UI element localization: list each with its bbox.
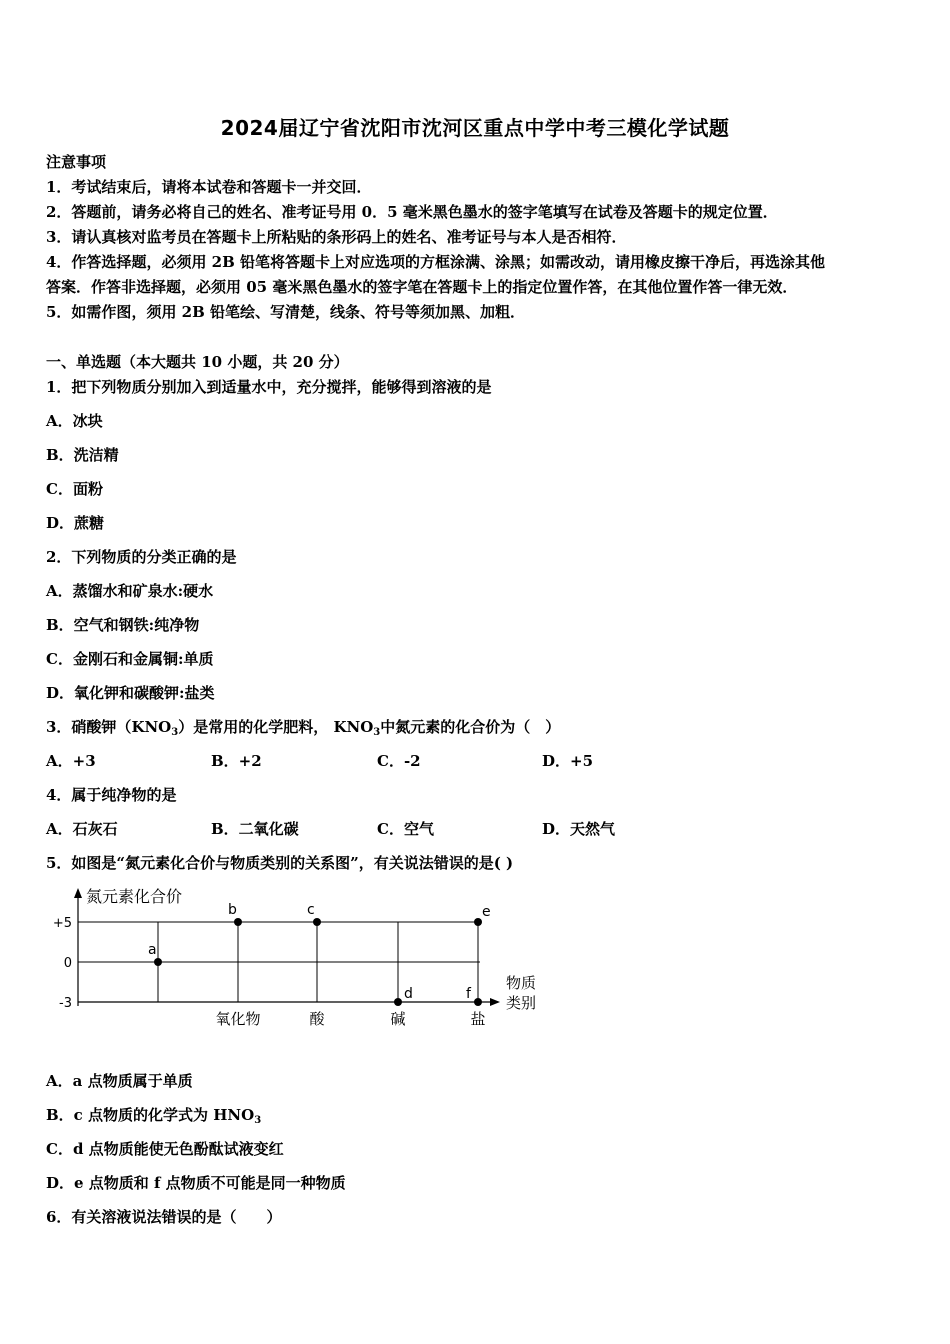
point-b — [234, 918, 242, 926]
x-axis-arrow — [490, 998, 500, 1006]
category-label: 酸 — [309, 1010, 325, 1028]
point-label-b: b — [228, 902, 237, 918]
point-a — [154, 958, 162, 966]
category-label: 碱 — [390, 1010, 406, 1028]
q3-option-d: D．+5 — [542, 752, 594, 770]
point-label-d: d — [404, 986, 413, 1002]
category-label: 氧化物 — [215, 1010, 261, 1028]
y-tick-label: +5 — [52, 916, 72, 931]
x-axis-label: 类别 — [506, 994, 537, 1012]
q5-option-d: D．e 点物质和 f 点物质不可能是同一种物质 — [46, 1174, 346, 1192]
y-tick-label: 0 — [63, 956, 72, 971]
q4-option-c: C．空气 — [377, 820, 434, 838]
q4-option-b: B．二氧化碳 — [211, 820, 299, 838]
category-label: 盐 — [470, 1010, 486, 1028]
notice-item-4-cont: 答案．作答非选择题，必须用 05 毫米黑色墨水的签字笔在答题卡上的指定位置作答，在其他位置作答一律无效． — [46, 278, 798, 296]
section-heading: 一、单选题（本大题共 10 小题，共 20 分） — [46, 353, 349, 371]
q5-option-c: C．d 点物质能使无色酚酞试液变红 — [46, 1140, 284, 1158]
q3-option-c: C．-2 — [377, 752, 421, 770]
notice-item-4: 4．作答选择题，必须用 2B 铅笔将答题卡上对应选项的方框涂满、涂黑；如需改动，请用橡皮擦干净后，再选涂其他 — [46, 253, 826, 271]
y-axis-arrow — [74, 888, 82, 898]
page-title: 2024届辽宁省沈阳市沈河区重点中学中考三模化学试题 — [220, 116, 730, 140]
q2-option-c: C．金刚石和金属铜:单质 — [46, 650, 214, 668]
q1-stem: 1．把下列物质分别加入到适量水中，充分搅拌，能够得到溶液的是 — [46, 378, 492, 396]
point-label-f: f — [466, 986, 471, 1002]
q5-option-b: B．c 点物质的化学式为 $HNO_3$ — [46, 1106, 262, 1126]
q3-option-b: B．+2 — [211, 752, 262, 770]
nitrogen-valence-chart — [40, 880, 560, 1040]
q5-stem: 5．如图是“氮元素化合价与物质类别的关系图”，有关说法错误的是( ) — [46, 854, 514, 872]
notice-item-1: 1．考试结束后，请将本试卷和答题卡一并交回． — [46, 178, 372, 196]
q2-option-a: A．蒸馏水和矿泉水:硬水 — [46, 582, 214, 600]
q5-option-a: A．a 点物质属于单质 — [46, 1072, 193, 1090]
q1-option-a: A．冰块 — [46, 412, 103, 430]
q4-option-a: A．石灰石 — [46, 820, 118, 838]
y-tick-label: -3 — [59, 996, 72, 1011]
point-label-e: e — [482, 904, 491, 920]
notice-item-5: 5．如需作图，须用 2B 铅笔绘、写清楚，线条、符号等须加黑、加粗． — [46, 303, 525, 321]
y-axis-label: 氮元素化合价 — [86, 887, 183, 906]
q2-option-d: D．氧化钾和碳酸钾:盐类 — [46, 684, 215, 702]
q2-stem: 2．下列物质的分类正确的是 — [46, 548, 237, 566]
x-axis-label: 物质 — [506, 974, 537, 992]
q3-stem: 3．硝酸钾$(KNO_3)$是常用的化学肥料， $KNO_3$中氮元素的化合价为（ ） — [46, 718, 561, 738]
notice-heading: 注意事项 — [46, 153, 107, 171]
q6-stem: 6．有关溶液说法错误的是（ ） — [46, 1208, 282, 1226]
point-label-c: c — [307, 902, 315, 918]
point-f — [474, 998, 482, 1006]
q4-stem: 4．属于纯净物的是 — [46, 786, 177, 804]
q4-option-d: D．天然气 — [542, 820, 616, 838]
point-c — [313, 918, 321, 926]
point-d — [394, 998, 402, 1006]
q1-option-b: B．洗洁精 — [46, 446, 119, 464]
notice-item-2: 2．答题前，请务必将自己的姓名、准考证号用 0．5 毫米黑色墨水的签字笔填写在试卷及答题卡的规定位置． — [46, 203, 778, 221]
q1-option-c: C．面粉 — [46, 480, 103, 498]
q1-option-d: D．蔗糖 — [46, 514, 105, 532]
q2-option-b: B．空气和钢铁:纯净物 — [46, 616, 200, 634]
point-label-a: a — [148, 942, 157, 958]
point-e — [474, 918, 482, 926]
q3-option-a: A．+3 — [46, 752, 96, 770]
notice-item-3: 3．请认真核对监考员在答题卡上所粘贴的条形码上的姓名、准考证号与本人是否相符． — [46, 228, 627, 246]
